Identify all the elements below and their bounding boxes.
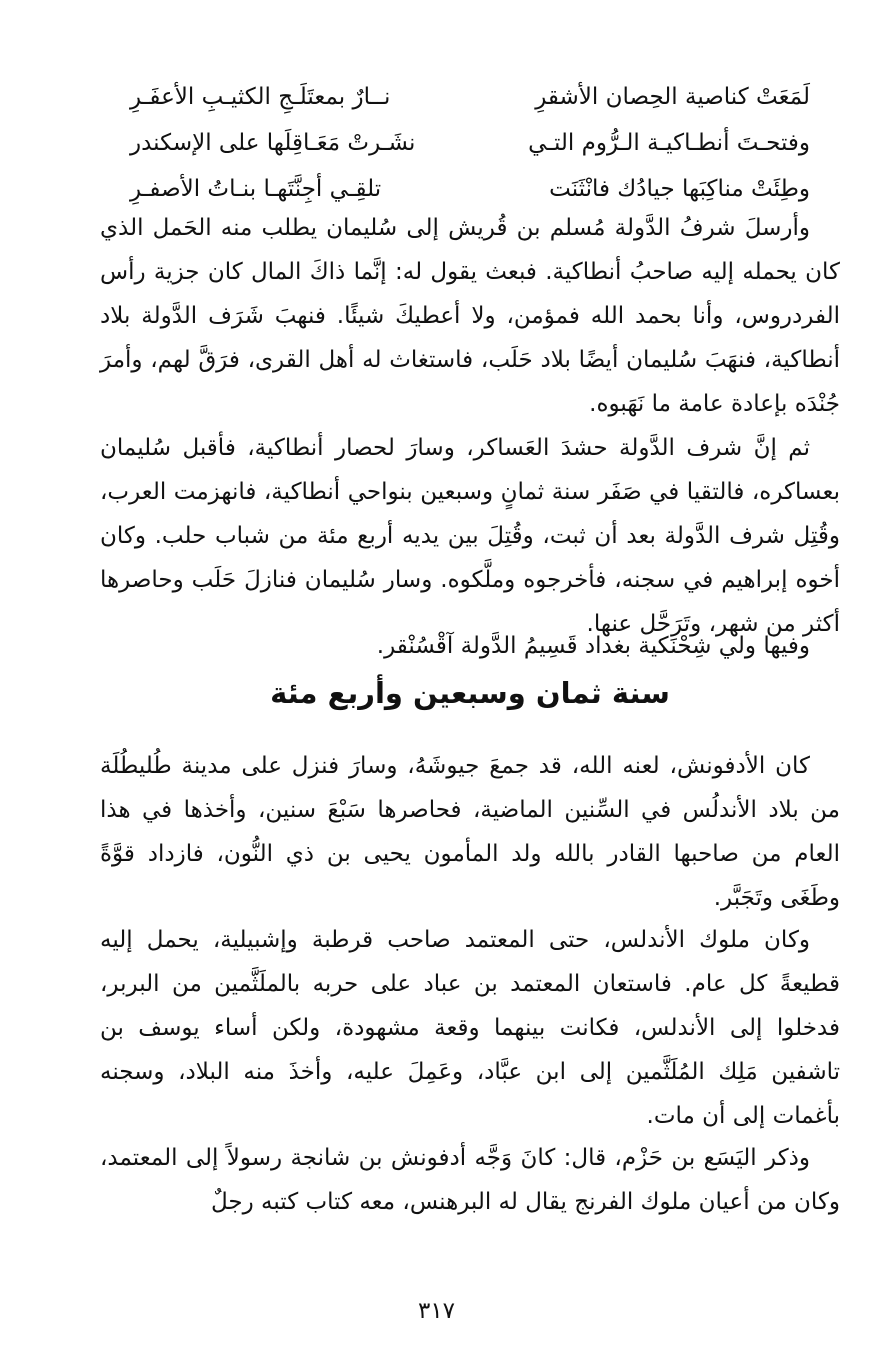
paragraph-text: وذكر اليَسَع بن حَزْم، قال: كانَ وَجَّه أدفونش بن شانجة رسولاً إلى المعتمد، وكان من أعيان ملوك الفرنج يقال له البرهنس، معه كتاب كتبه رجلٌ [100,1145,840,1215]
verse-first-hemistich: وطِئَتْ مناكِبَها جيادُك فانْثَنَت [549,176,810,202]
section-heading: سنة ثمان وسبعين وأربع مئة [270,676,670,710]
paragraph-battle-antioch [100,426,840,646]
paragraph-yasa-ibn-hazm [100,1136,840,1224]
verse-first-hemistich: وفتحـتَ أنطـاكيـة الـرُّوم التـي [528,130,810,156]
paragraph-text: وفيها ولي شِحْنَكية بغداد قَسِيمُ الدَّولة آقْسُنْقر. [376,633,810,659]
verse-first-hemistich: لَمَعَتْ كناصية الحِصان الأشقرِ [535,84,810,110]
paragraph-text: وكان ملوك الأندلس، حتى المعتمد صاحب قرطبة وإشبيلية، يحمل إليه قطيعةً كل عام. فاستعان المعتمد بن عباد على حربه بالملَثَّمين من البربر، فدخلوا إلى الأندلس، فكانت بينهما وقعة مشهودة، ولكن أساء يوسف بن تاشفين مَلِك المُلَثَّمين إلى ابن عبَّاد، وعَمِلَ عليه، وأخذَ منه البلاد، وسجنه بأغمات إلى أن مات. [100,927,840,1129]
page-number: ٣١٧ [417,1298,456,1324]
paragraph-text: وأرسلَ شرفُ الدَّولة مُسلم بن قُريش إلى سُليمان يطلب منه الحَمل الذي كان يحمله إليه صاحبُ أنطاكية. فبعث يقول له: إنَّما ذاكَ المال كان جزية رأس الفردروس، وأنا بحمد الله فمؤمن، ولا أعطيكَ شيئًا. فنهبَ شَرَف الدَّولة بلاد أنطاكية، فنهَبَ سُليمان أيضًا بلاد حَلَب، فاستغاث له أهل القرى، فرَقَّ لهم، وأمرَ جُنْدَه بإعادة عامة ما نَهَبوه. [100,215,840,417]
verse-second-hemistich: نــارٌ بمعتَلَـجِ الكثيـبِ الأعفَـرِ [130,84,391,110]
poem-verse [130,74,810,120]
verse-second-hemistich: نشَـرتْ مَعَـاقِلَها على الإسكندر [130,130,416,156]
paragraph-text: كان الأدفونش، لعنه الله، قد جمعَ جيوشَهُ، وسارَ فنزل على مدينة طُليطُلَة من بلاد الأندلُس في السِّنين الماضية، فحاصرها سَبْعَ سنين، وأخذها في هذا العام من صاحبها القادر بالله ولد المأمون يحيى بن ذي النُّون، فازداد قوَّةً وطَغَى وتَجَبَّر. [100,753,840,911]
poem-verse [130,120,810,166]
paragraph-shihnakiya [100,624,840,668]
paragraph-sharaf-dawla-letter [100,206,840,426]
verse-second-hemistich: تلقِـي أجِنَّتَهـا بنـاتُ الأصفـرِ [130,176,382,202]
paragraph-alfonso-toledo [100,744,840,920]
paragraph-text: ثم إنَّ شرف الدَّولة حشدَ العَساكر، وسارَ لحصار أنطاكية، فأقبل سُليمان بعساكره، فالتقيا في صَفَر سنة ثمانٍ وسبعين بنواحي أنطاكية، فانهزمت العرب، وقُتِل شرف الدَّولة بعد أن ثبت، وقُتِلَ بين يديه أربع مئة من شباب حلب. وكان أخوه إبراهيم في سجنه، فأخرجوه وملَّكوه. وسار سُليمان فنازلَ حَلَب وحاصرها أكثر من شهر، وتَرَحَّل عنها. [100,435,840,637]
poem-block [130,74,810,212]
paragraph-andalus-kings [100,918,840,1138]
